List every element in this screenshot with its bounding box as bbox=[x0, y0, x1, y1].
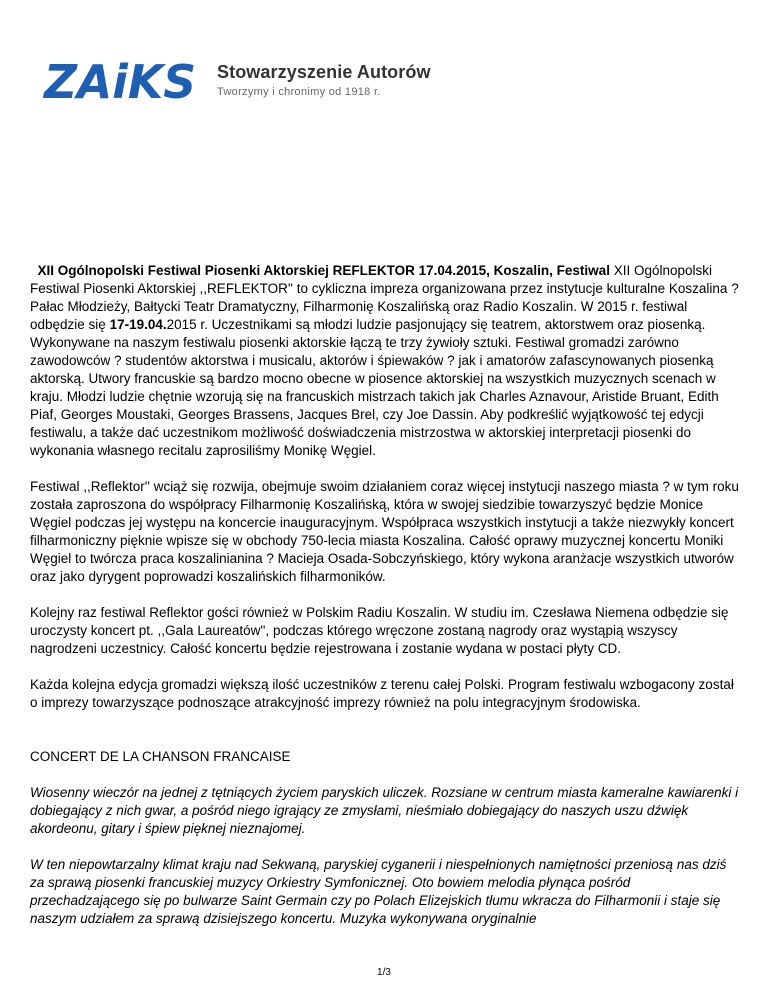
paragraph-intro bbox=[30, 262, 740, 460]
page-header bbox=[42, 52, 492, 112]
page-number: 1/3 bbox=[377, 967, 391, 978]
intro-text-a: XII Ogólnopolski Festiwal Piosenki Aktorskiej ,,REFLEKTOR'' to cykliczna impreza organizowana przez instytucje kulturalne Koszalina ? Pałac Młodzieży, Bałtycki Teatr Dramatyczny, Filharmonię Koszalińską oraz Radio Koszalin. W 2015 r. festiwal odbędzie się bbox=[30, 263, 739, 332]
logo-text: ZAiKS bbox=[42, 56, 196, 104]
intro-text-b: 2015 r. Uczestnikami są młodzi ludzie pasjonujący się teatrem, aktorstwem oraz piosenką. Wykonywane na naszym festiwalu piosenki aktorskie łączą te trzy żywioły sztuki. Festiwal gromadzi zarówno zawodowców ? studentów aktorstwa i musicalu, aktorów i śpiewaków ? jak i amatorów zafascynowanych piosenką aktorską. Utwory francuskie są bardzo mocno obecne w piosence aktorskiej na wszystkich muzycznych scenach w kraju. Młodzi ludzie chętnie wzorują się na francuskich mistrzach takich jak Charles Aznavour, Aristide Bruant, Edith Piaf, Georges Moustaki, Georges Brassens, Jacques Brel, czy Joe Dassin. Aby podkreślić wyjątkowość tej edycji festiwalu, a także dać uczestnikom możliwość doświadczenia mistrzostwa w aktorskiej interpretacji piosenki do wykonania własnego recitalu zaprosiliśmy Monikę Węgiel. bbox=[30, 317, 719, 458]
organization-tagline: Tworzymy i chronimy od 1918 r. bbox=[217, 86, 381, 98]
paragraph-program: Każda kolejna edycja gromadzi większą ilość uczestników z terenu całej Polski. Program festiwalu wzbogacony został o imprezy towarzyszące podnoszące atrakcyjność imprezy również na polu integracyjnym środowiska. bbox=[30, 677, 734, 710]
concert-heading: CONCERT DE LA CHANSON FRANCAISE bbox=[30, 749, 291, 764]
paragraph-philharmonic: Festiwal ,,Reflektor'' wciąż się rozwija, obejmuje swoim działaniem coraz więcej instytucji naszego miasta ? w tym roku została zaproszona do współpracy Filharmonię Koszalińską, która w swojej siedzibie towarzyszyć będzie Monice Węgiel podczas jej występu na koncercie inauguracyjnym. Współpraca wszystkich instytucji a także niezwykły koncert filharmoniczny pięknie wpisze się w obchody 750-lecia miasta Koszalina. Całość oprawy muzycznej koncertu Moniki Węgiel to twórcza praca koszalinianina ? Macieja Osada-Sobczyńskiego, który wykona aranżacje wszystkich utworów oraz jako dyrygent poprowadzi koszalińskich filharmoników. bbox=[30, 479, 739, 584]
paragraph-paris-climate: W ten niepowtarzalny klimat kraju nad Sekwaną, paryskiej cyganerii i niespełnionych namiętności przeniosą nas dziś za sprawą piosenki francuskiej muzycy Orkiestry Symfonicznej. Oto bowiem melodia płynąca pośród przechadzającego się po bulwarze Saint Germain czy po Polach Elizejskich tłumu wkracza do Filharmonii i staje się naszym udziałem za sprawą dzisiejszego koncertu. Muzyka wykonywana oryginalnie bbox=[30, 857, 727, 926]
organization-name: Stowarzyszenie Autorów bbox=[217, 62, 431, 82]
paragraph-radio: Kolejny raz festiwal Reflektor gości również w Polskim Radiu Koszalin. W studiu im. Czesława Niemena odbędzie się uroczysty koncert pt. ,,Gala Laureatów'', podczas którego wręczone zostaną nagrody oraz wystąpią wszyscy nagrodzeni uczestnicy. Całość koncertu będzie rejestrowana i zostanie wydana w postaci płyty CD. bbox=[30, 605, 729, 656]
article-body bbox=[30, 262, 740, 946]
festival-dates: 17-19.04. bbox=[109, 317, 167, 332]
intro-title: XII Ogólnopolski Festiwal Piosenki Aktorskiej REFLEKTOR 17.04.2015, Koszalin, Festiwal bbox=[37, 263, 610, 278]
zaiks-logo bbox=[42, 56, 202, 104]
paragraph-spring-evening: Wiosenny wieczór na jednej z tętniących życiem paryskich uliczek. Rozsiane w centrum miasta kameralne kawiarenki i dobiegający z nich gwar, a pośród niego igrający ze zmysłami, nieśmiało dobiegający do naszych uszu dźwięk akordeonu, gitary i śpiew pięknej nieznajomej. bbox=[30, 785, 739, 836]
